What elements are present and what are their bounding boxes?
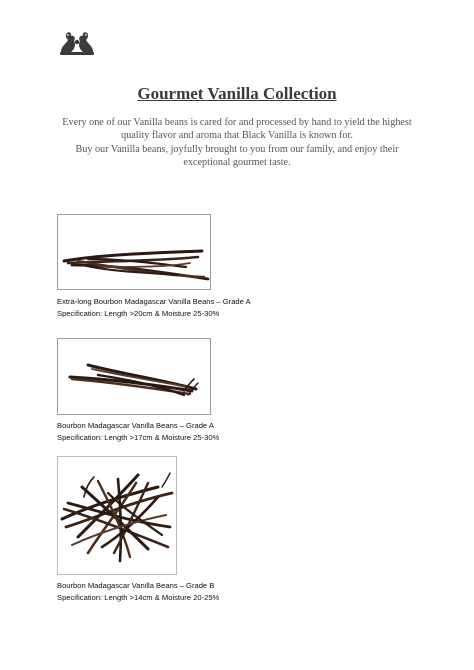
product-spec: Specification: Length >17cm & Moisture 25-30% [57,432,220,442]
product-caption [57,580,357,603]
product-name: Bourbon Madagascar Vanilla Beans – Grade A [57,421,214,430]
intro-paragraph-2: Buy our Vanilla beans, joyfully brought to you from our family, and enjoy their exceptional gourmet taste. [75,143,399,169]
product-spec: Specification: Length >20cm & Moisture 25-30% [57,308,220,318]
product-name: Extra-long Bourbon Madagascar Vanilla Beans – Grade A [57,297,251,306]
product-caption [57,296,357,319]
vanilla-beans-long-photo [57,214,211,290]
product-caption [57,420,357,443]
dragon-emblem-icon [57,28,97,58]
vanilla-beans-bundle-photo [57,338,211,415]
intro-paragraph-1: Every one of our Vanilla beans is cared for and processed by hand to yield the highest quality flavor and aroma that Black Vanilla is known for. [62,117,412,142]
product-name: Bourbon Madagascar Vanilla Beans – Grade B [57,581,215,590]
intro-text [58,116,416,170]
product-spec: Specification: Length >14cm & Moisture 20-25% [57,592,220,602]
vanilla-beans-pile-photo [57,456,177,575]
page-title: Gourmet Vanilla Collection [137,84,337,103]
